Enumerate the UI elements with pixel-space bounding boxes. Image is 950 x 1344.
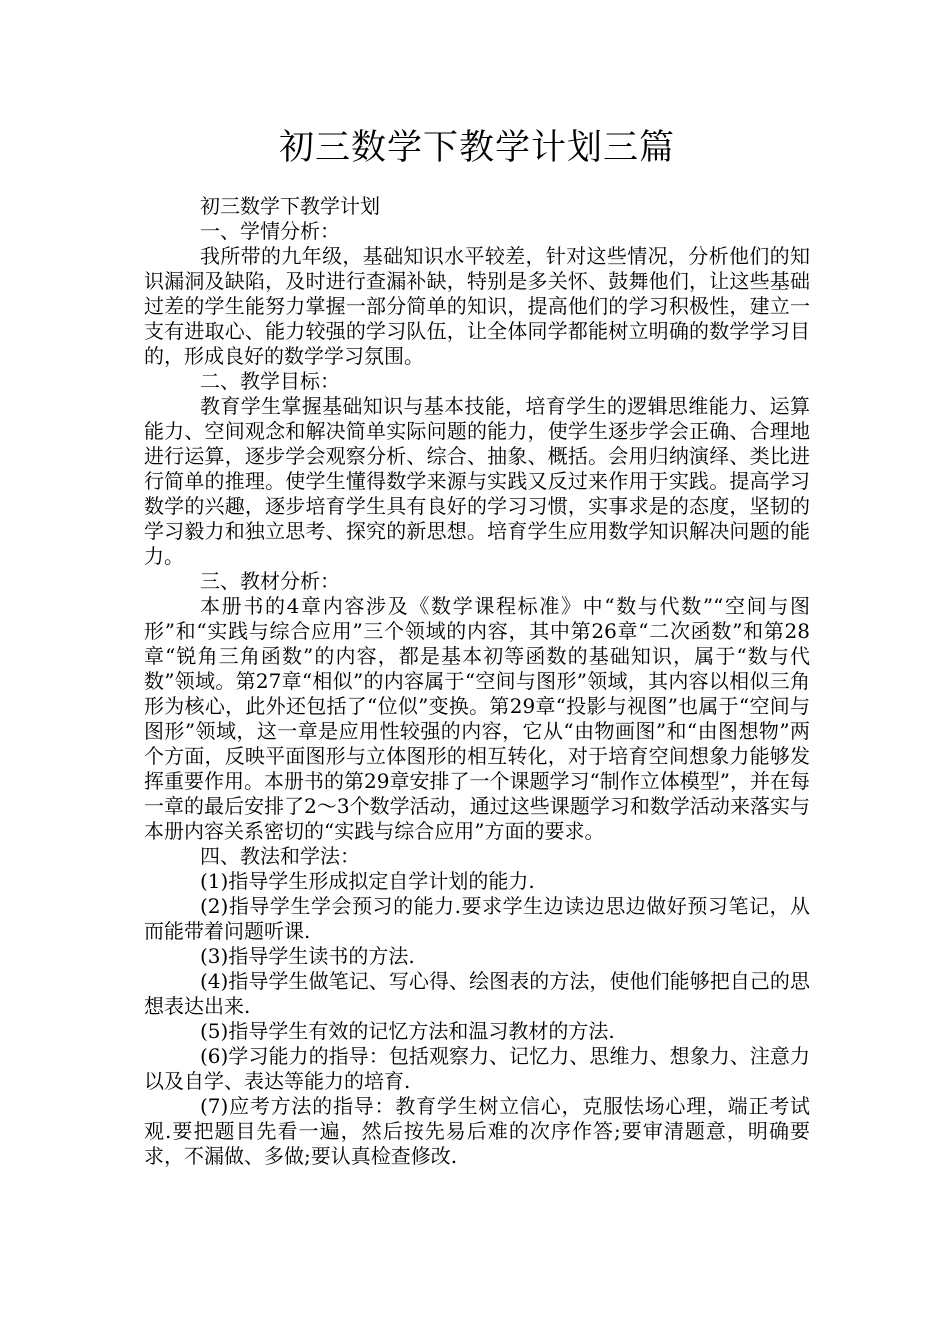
method-item-2: (2)指导学生学会预习的能力.要求学生边读边思边做好预习笔记，从而能带着问题听课. [144, 894, 810, 943]
paragraph-textbook-analysis: 本册书的4章内容涉及《数学课程标准》中“数与代数”“空间与图形”和“实践与综合应用”三个领域的内容，其中第26章“二次函数”和第28章“锐角三角函数”的内容，都是基本初等函数的基础知识，属于“数与代数”领域。第27章“相似”的内容属于“空间与图形”领域，其内容以相似三角形为核心，此外还包括了“位似”变换。第29章“投影与视图”也属于“空间与图形”领域，这一章是应用性较强的内容，它从“由物画图”和“由图想物”两个方面，反映平面图形与立体图形的相互转化，对于培育空间想象力能够发挥重要作用。本册书的第29章安排了一个课题学习“制作立体模型”，并在每一章的最后安排了2～3个数学活动，通过这些课题学习和数学活动来落实与本册内容关系密切的“实践与综合应用”方面的要求。 [144, 594, 810, 843]
method-item-5: (5)指导学生有效的记忆方法和温习教材的方法. [200, 1019, 615, 1043]
section-heading-textbook-analysis: 三、教材分析： [200, 569, 340, 593]
subtitle-paragraph: 初三数学下教学计划 [200, 194, 380, 218]
section-heading-learning-analysis: 一、学情分析： [200, 219, 340, 243]
section-heading-methods: 四、教法和学法： [200, 844, 360, 868]
paragraph-learning-analysis: 我所带的九年级，基础知识水平较差，针对这些情况，分析他们的知识漏洞及缺陷，及时进行查漏补缺，特别是多关怀、鼓舞他们，让这些基础过差的学生能努力掌握一部分简单的知识，提高他们的学习积极性，建立一支有进取心、能力较强的学习队伍，让全体同学都能树立明确的数学学习目的，形成良好的数学学习氛围。 [144, 244, 810, 368]
method-item-7: (7)应考方法的指导：教育学生树立信心，克服怯场心理，端正考试观.要把题目先看一遍，然后按先易后难的次序作答;要审清题意，明确要求，不漏做、多做;要认真检查修改. [144, 1094, 810, 1168]
section-heading-teaching-goals: 二、教学目标： [200, 369, 340, 393]
document-title: 初三数学下教学计划三篇 [278, 128, 675, 168]
method-item-6: (6)学习能力的指导：包括观察力、记忆力、思维力、想象力、注意力以及自学、表达等能力的培育. [144, 1044, 810, 1093]
paragraph-teaching-goals: 教育学生掌握基础知识与基本技能，培育学生的逻辑思维能力、运算能力、空间观念和解决简单实际问题的能力，使学生逐步学会正确、合理地进行运算，逐步学会观察分析、综合、抽象、概括。会用归纳演绎、类比进行简单的推理。使学生懂得数学来源与实践又反过来作用于实践。提高学习数学的兴趣，逐步培育学生具有良好的学习习惯，实事求是的态度，坚韧的学习毅力和独立思考、探究的新思想。培育学生应用数学知识解决问题的能力。 [144, 394, 810, 568]
method-item-3: (3)指导学生读书的方法. [200, 944, 415, 968]
method-item-4: (4)指导学生做笔记、写心得、绘图表的方法，使他们能够把自己的思想表达出来. [144, 969, 810, 1018]
document-body [144, 194, 810, 1169]
method-item-1: (1)指导学生形成拟定自学计划的能力. [200, 869, 535, 893]
